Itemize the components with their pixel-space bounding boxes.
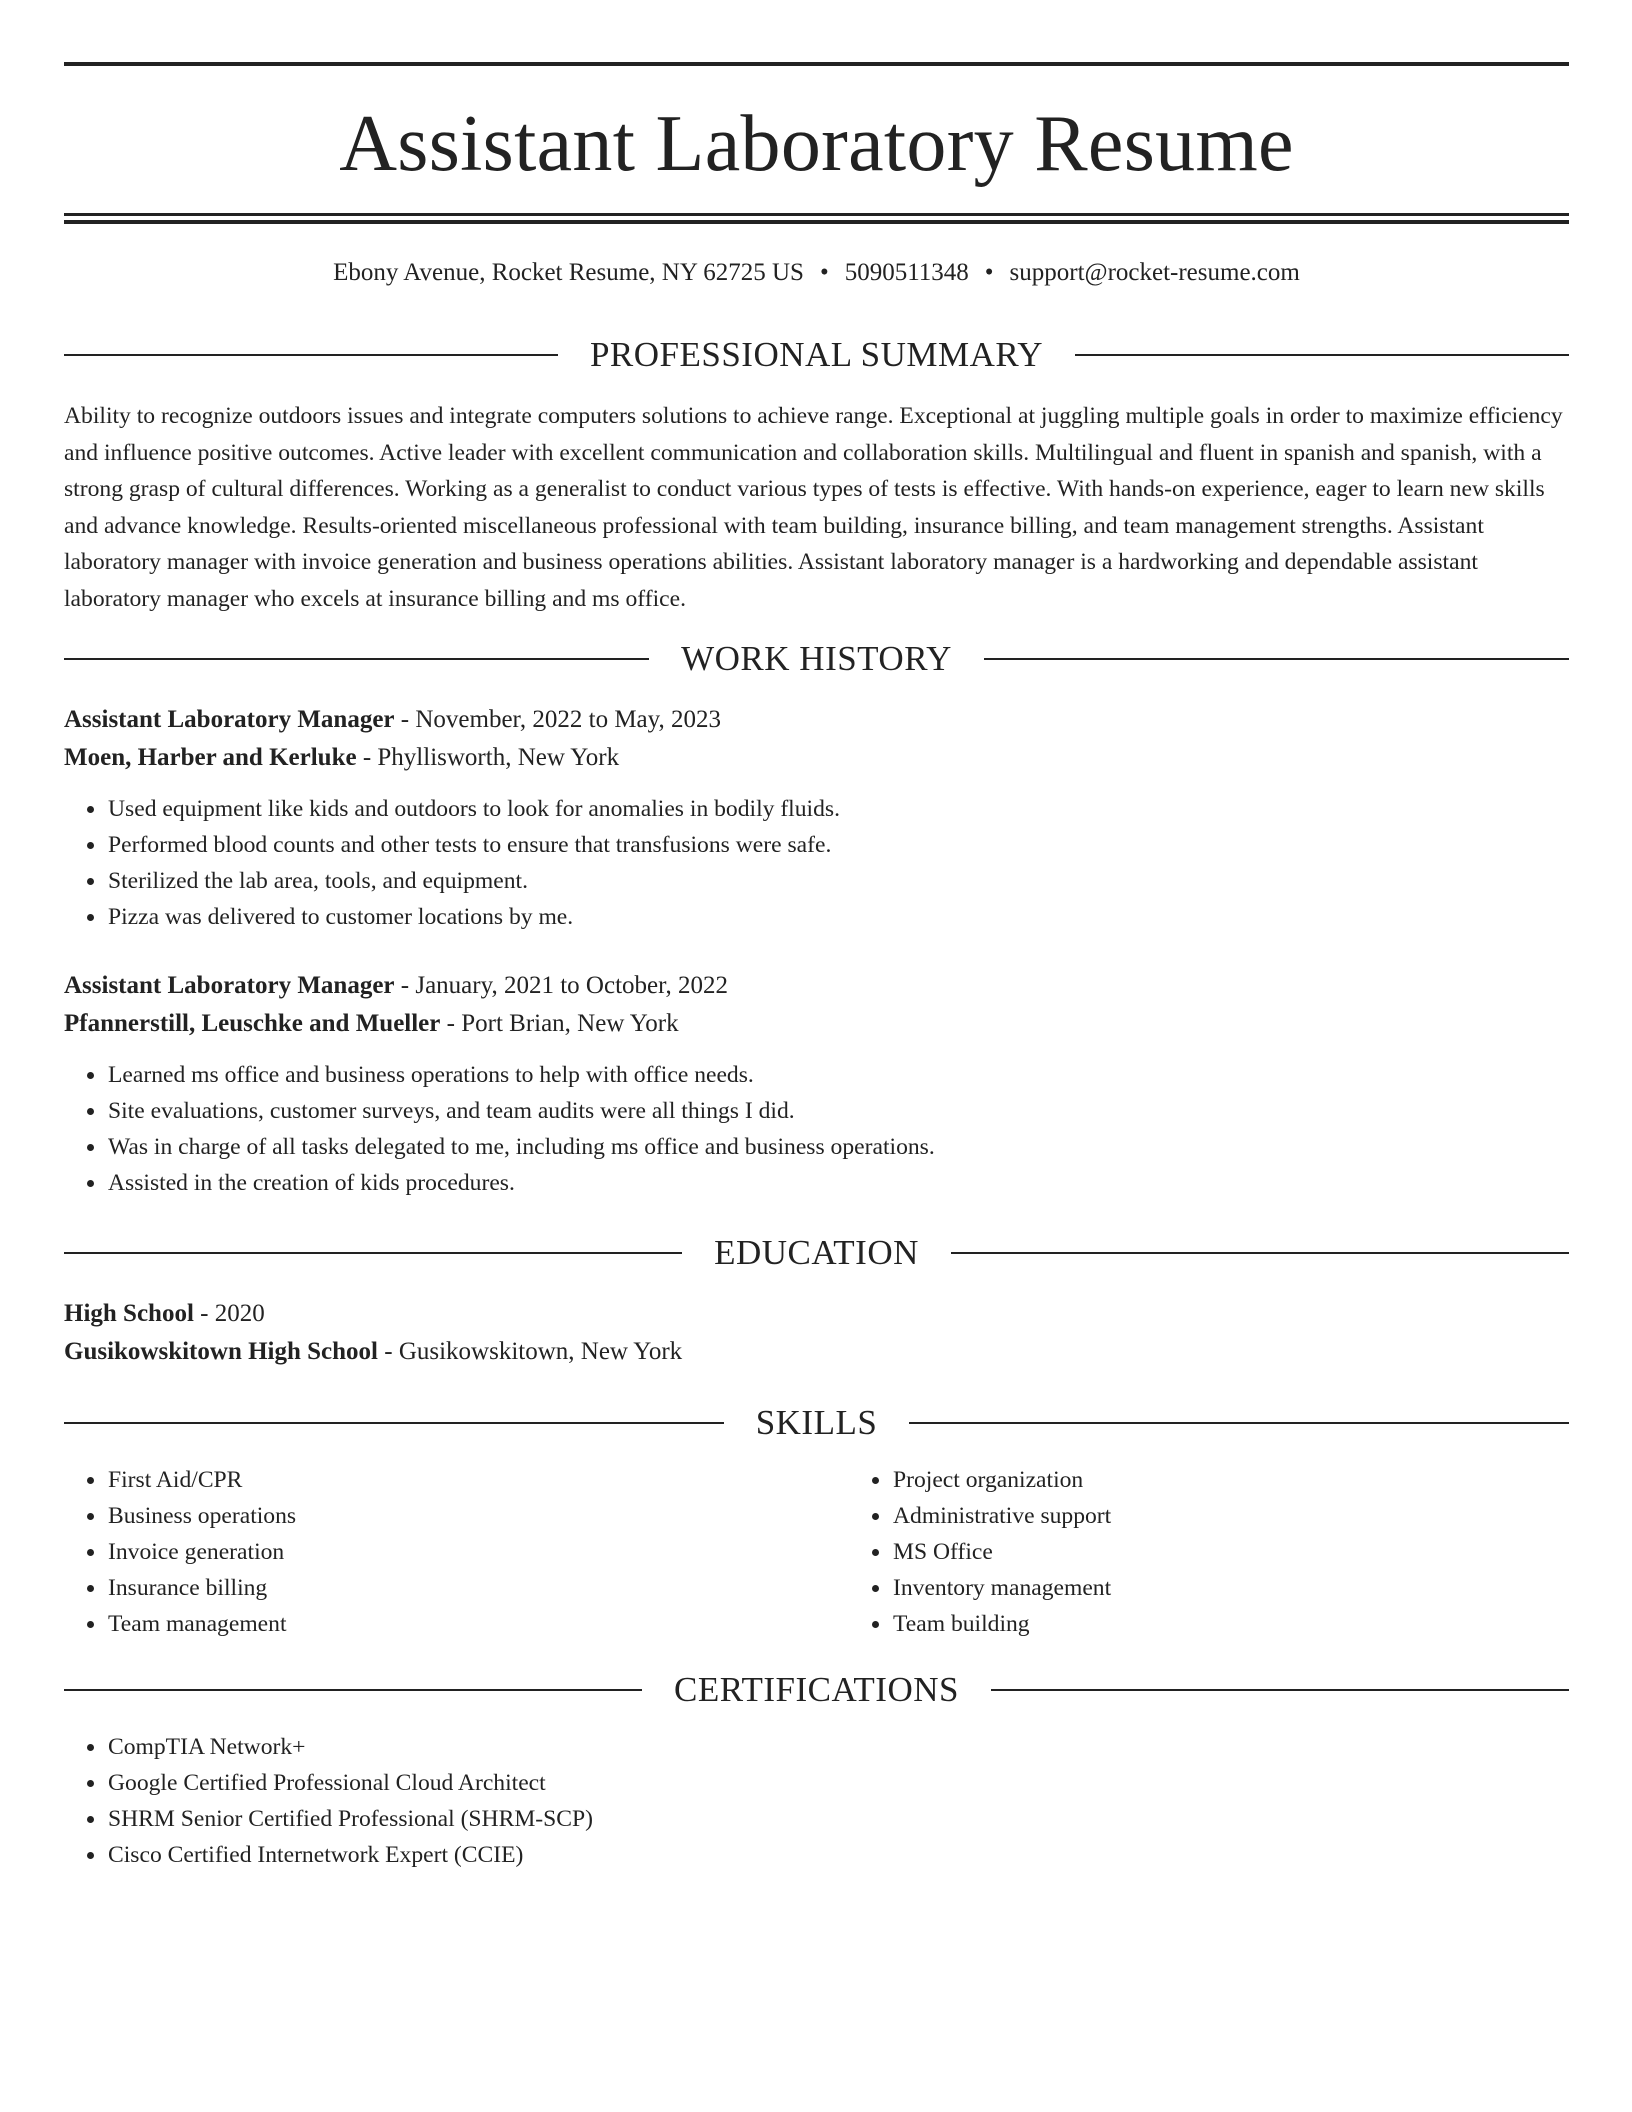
job-bullet: • Assisted in the creation of kids procedures. xyxy=(107,1165,1569,1201)
heading-rule-right xyxy=(984,658,1569,660)
skill-item: • Administrative support xyxy=(892,1498,1632,1534)
job-title-line xyxy=(64,701,1569,739)
job-bullet: • Performed blood counts and other tests to ensure that transfusions were safe. xyxy=(107,827,1569,863)
certification-item: • Cisco Certified Internetwork Expert (CCIE) xyxy=(107,1837,1569,1873)
job-company: Moen, Harber and Kerluke xyxy=(64,744,357,771)
job-bullets xyxy=(64,1057,1569,1201)
job-bullet: • Sterilized the lab area, tools, and equipment. xyxy=(107,863,1569,899)
education-section-heading xyxy=(64,1235,1569,1270)
contact-separator: • xyxy=(984,259,994,286)
education-school-line xyxy=(64,1333,1569,1371)
title-double-rule xyxy=(64,213,1569,224)
education-degree-line xyxy=(64,1295,1569,1333)
skill-item: • Invoice generation xyxy=(107,1534,849,1570)
summary-text: Ability to recognize outdoors issues and integrate computers solutions to achieve range. Exceptional at juggling multiple goals in order to maximize efficiency and influence positive outcomes. Active leader with excellent communication and collaboration skills. Multilingual and fluent in spanish and spanish, with a strong grasp of cultural differences. Working as a generalist to conduct various types of tests is effective. With hands-on experience, eager to learn new skills and advance knowledge. Results-oriented miscellaneous professional with team building, insurance billing, and team management strengths. Assistant laboratory manager with invoice generation and business operations abilities. Assistant laboratory manager is a hardworking and dependable assistant laboratory manager who excels at insurance billing and ms office. xyxy=(64,403,1563,612)
education-school: Gusikowskitown High School xyxy=(64,1338,378,1365)
heading-rule-left xyxy=(64,1252,682,1254)
heading-rule-right xyxy=(909,1422,1569,1424)
job-entry xyxy=(64,701,1569,935)
job-entry xyxy=(64,967,1569,1201)
skills-heading-label: SKILLS xyxy=(755,1403,878,1442)
job-bullet: • Was in charge of all tasks delegated to me, including ms office and business operations. xyxy=(107,1129,1569,1165)
skills-column-left xyxy=(64,1462,849,1642)
contact-email: support@rocket-resume.com xyxy=(1009,259,1300,286)
certifications-section-heading xyxy=(64,1672,1569,1707)
skill-item: • First Aid/CPR xyxy=(107,1462,849,1498)
job-title: Assistant Laboratory Manager xyxy=(64,972,395,999)
skills-grid xyxy=(64,1462,1569,1642)
contact-address: Ebony Avenue, Rocket Resume, NY 62725 US xyxy=(333,259,804,286)
heading-rule-left xyxy=(64,354,558,356)
certifications-heading-label: CERTIFICATIONS xyxy=(674,1670,959,1709)
summary-heading-label: PROFESSIONAL SUMMARY xyxy=(589,335,1044,374)
job-location: - Port Brian, New York xyxy=(440,1010,679,1037)
heading-rule-left xyxy=(64,1422,724,1424)
job-dates: - November, 2022 to May, 2023 xyxy=(394,706,722,733)
education-degree: High School xyxy=(64,1300,194,1327)
skill-item: • Inventory management xyxy=(892,1570,1632,1606)
contact-separator: • xyxy=(819,259,829,286)
skill-item: • Insurance billing xyxy=(107,1570,849,1606)
heading-rule-left xyxy=(64,1689,642,1691)
skills-section-heading xyxy=(64,1405,1569,1440)
work-heading-label: WORK HISTORY xyxy=(681,639,952,678)
education-location: - Gusikowskitown, New York xyxy=(378,1338,683,1365)
education-heading-label: EDUCATION xyxy=(714,1233,919,1272)
page-title: Assistant Laboratory Resume xyxy=(339,100,1294,188)
education-entry xyxy=(64,1295,1569,1371)
job-title: Assistant Laboratory Manager xyxy=(64,706,395,733)
skill-item: • Team management xyxy=(107,1606,849,1642)
job-title-line xyxy=(64,967,1569,1005)
job-bullet: • Site evaluations, customer surveys, and team audits were all things I did. xyxy=(107,1093,1569,1129)
summary-section-heading xyxy=(64,337,1569,372)
certification-item: • SHRM Senior Certified Professional (SHRM-SCP) xyxy=(107,1801,1569,1837)
certifications-list xyxy=(64,1729,1569,1873)
contact-phone: 5090511348 xyxy=(844,259,969,286)
skill-item: • Project organization xyxy=(892,1462,1632,1498)
education-year: - 2020 xyxy=(193,1300,265,1327)
heading-rule-right xyxy=(951,1252,1569,1254)
work-section-heading xyxy=(64,641,1569,676)
job-bullet: • Used equipment like kids and outdoors to look for anomalies in bodily fluids. xyxy=(107,791,1569,827)
job-dates: - January, 2021 to October, 2022 xyxy=(394,972,728,999)
job-bullet: • Pizza was delivered to customer locations by me. xyxy=(107,899,1569,935)
heading-rule-right xyxy=(991,1689,1569,1691)
skill-item: • MS Office xyxy=(892,1534,1632,1570)
certification-item: • CompTIA Network+ xyxy=(107,1729,1569,1765)
skills-column-right xyxy=(849,1462,1632,1642)
heading-rule-right xyxy=(1075,354,1569,356)
top-rule xyxy=(64,62,1569,66)
contact-line xyxy=(64,260,1569,285)
skill-item: • Team building xyxy=(892,1606,1632,1642)
skill-item: • Business operations xyxy=(107,1498,849,1534)
job-company-line xyxy=(64,739,1569,777)
job-company: Pfannerstill, Leuschke and Mueller xyxy=(64,1010,441,1037)
job-bullet: • Learned ms office and business operations to help with office needs. xyxy=(107,1057,1569,1093)
heading-rule-left xyxy=(64,658,649,660)
job-bullets xyxy=(64,791,1569,935)
job-company-line xyxy=(64,1005,1569,1043)
job-location: - Phyllisworth, New York xyxy=(356,744,620,771)
certification-item: • Google Certified Professional Cloud Architect xyxy=(107,1765,1569,1801)
